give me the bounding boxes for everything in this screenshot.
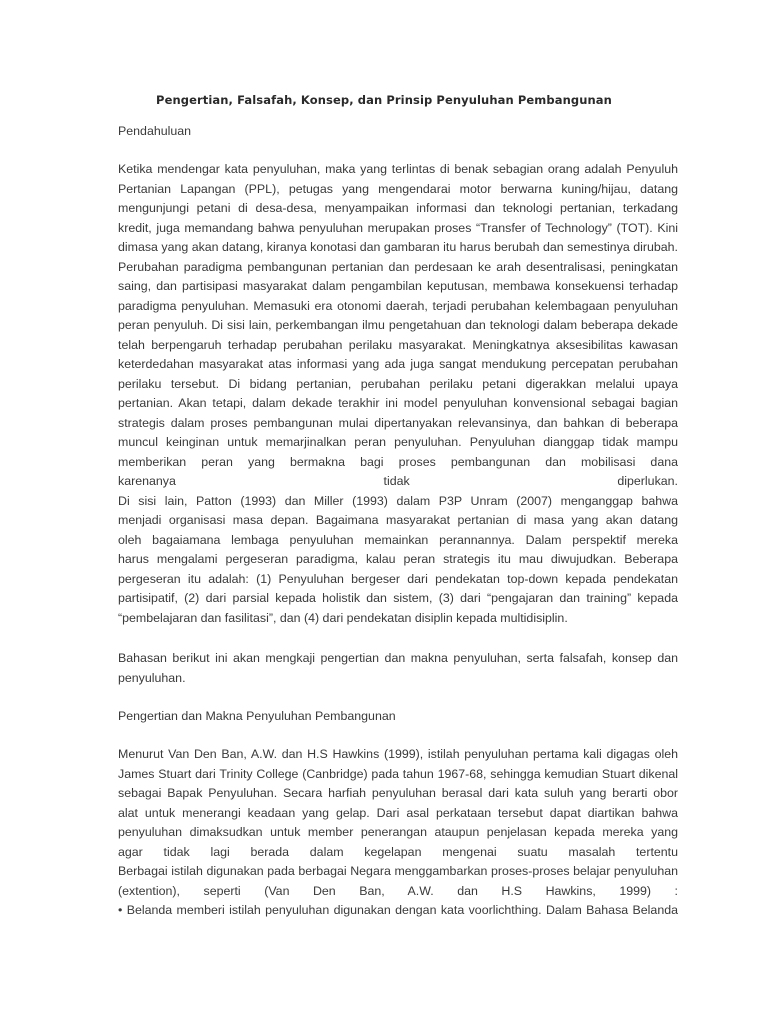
text-line: Pertanian Lapangan (PPL), petugas yang mengendarai motor berwarna kuning/hijau, datang (118, 181, 678, 196)
text-line: telah berpengaruh terhadap perubahan perilaku masyarakat. Meningkatnya aksesibilitas kawasan (118, 337, 678, 352)
text-line: peran penyuluh. Di sisi lain, perkembangan ilmu pengetahuan dan teknologi dalam beberapa dekade (118, 318, 678, 332)
text-line: James Stuart dari Trinity College (Canbridge) pada tahun 1967-68, sehingga kemudian Stuart dikenal (118, 766, 678, 781)
text-line: agar tidak lagi berada dalam kegelapan mengenai suatu masalah tertentu (118, 844, 678, 859)
text-line: perilaku tersebut. Di bidang pertanian, perubahan perilaku petani digerakkan melalui upaya (118, 376, 678, 391)
text-line: Di sisi lain, Patton (1993) dan Miller (1993) dalam P3P Unram (2007) menganggap bahwa (118, 493, 678, 508)
text-line: harus mengalami pergeseran paradigma, kalau peran strategis itu mau diwujudkan. Beberapa (118, 552, 678, 566)
paragraph-bahasan (118, 649, 678, 688)
text-line: • Belanda memberi istilah penyuluhan digunakan dengan kata voorlichthing. Dalam Bahasa Belanda (118, 903, 678, 917)
text-line: strategis dalam proses pembangunan mulai dipertanyakan relevansinya, dan bahkan di beberapa (118, 415, 678, 430)
text-line: karenanya tidak diperlukan. (118, 474, 678, 488)
paragraph-introduction (118, 160, 678, 628)
text-line: alat untuk menerangi keadaan yang gelap. Dari asal perkataan tersebut dapat diartikan bahwa (118, 805, 678, 820)
text-line: partisipatif, (2) dari parsial kepada holistik dan sistem, (3) dari “pengajaran dan training” kepada (118, 591, 678, 605)
text-line: saing, dan partisipasi masyarakat dalam pengambilan keputusan, membawa konsekuensi terhadap (118, 279, 678, 293)
text-line: kredit, juga memandang bahwa penyuluhan merupakan proses “Transfer of Technology” (TOT). Kini (118, 220, 678, 235)
text-line: Berbagai istilah digunakan pada berbagai Negara menggambarkan proses-proses belajar penyuluhan (118, 864, 678, 878)
text-line: menjadi organisasi masa depan. Bagaimana masyarakat pertanian di masa yang akan datang (118, 513, 678, 527)
text-line: Perubahan paradigma pembangunan pertanian dan perdesaan ke arah desentralisasi, peningkatan (118, 259, 678, 274)
heading-pengertian-makna: Pengertian dan Makna Penyuluhan Pembangunan (118, 709, 396, 723)
text-line: pertanian. Akan tetapi, dalam dekade terakhir ini model penyuluhan konvensional sebagai bagian (118, 396, 678, 410)
text-line: penyuluhan. (118, 670, 186, 685)
text-line: oleh bagaiamana lembaga penyuluhan memainkan perannannya. Dalam perspektif mereka (118, 532, 678, 547)
text-line: Ketika mendengar kata penyuluhan, maka yang terlintas di benak sebagian orang adalah Penyuluh (118, 162, 678, 176)
text-line: dimasa yang akan datang, kiranya konotasi dan gambaran itu harus berubah dan semestinya dirubah. (118, 240, 678, 254)
text-line: (extention), seperti (Van Den Ban, A.W. dan H.S Hawkins, 1999) : (118, 883, 678, 898)
text-line: penyuluhan dimaksudkan untuk member penerangan ataupun penjelasan kepada mereka yang (118, 825, 678, 839)
document-title: Pengertian, Falsafah, Konsep, dan Prinsip Penyuluhan Pembangunan (156, 93, 612, 107)
heading-pendahuluan: Pendahuluan (118, 124, 192, 138)
text-line: “pembelajaran dan fasilitasi”, dan (4) dari pendekatan disiplin kepada multidisiplin. (118, 610, 568, 625)
text-line: sebagai Bapak Penyuluhan. Secara harfiah penyuluhan berasal dari kata suluh yang berarti obor (118, 786, 678, 800)
text-line: Bahasan berikut ini akan mengkaji pengertian dan makna penyuluhan, serta falsafah, konsep dan (118, 651, 678, 665)
paragraph-pengertian (118, 745, 678, 921)
text-line: memberikan peran yang bermakna bagi proses pembangunan dan mobilisasi dana (118, 454, 678, 469)
text-line: paradigma penyuluhan. Memasuki era otonomi daerah, terjadi perubahan kelembagaan penyuluhan (118, 298, 678, 313)
text-line: pergeseran itu adalah: (1) Penyuluhan bergeser dari pendekatan top-down kepada pendekatan (118, 571, 678, 586)
text-line: muncul keinginan untuk memarjinalkan peran penyuluhan. Penyuluhan dianggap tidak mampu (118, 435, 678, 449)
text-line: keterdedahan masyarakat atas informasi yang ada juga sangat mendukung percepatan perubahan (118, 357, 678, 371)
text-line: mengunjungi petani di desa-desa, menyampaikan informasi dan teknologi pertanian, terkadang (118, 201, 678, 215)
text-line: Menurut Van Den Ban, A.W. dan H.S Hawkins (1999), istilah penyuluhan pertama kali digagas oleh (118, 747, 678, 761)
